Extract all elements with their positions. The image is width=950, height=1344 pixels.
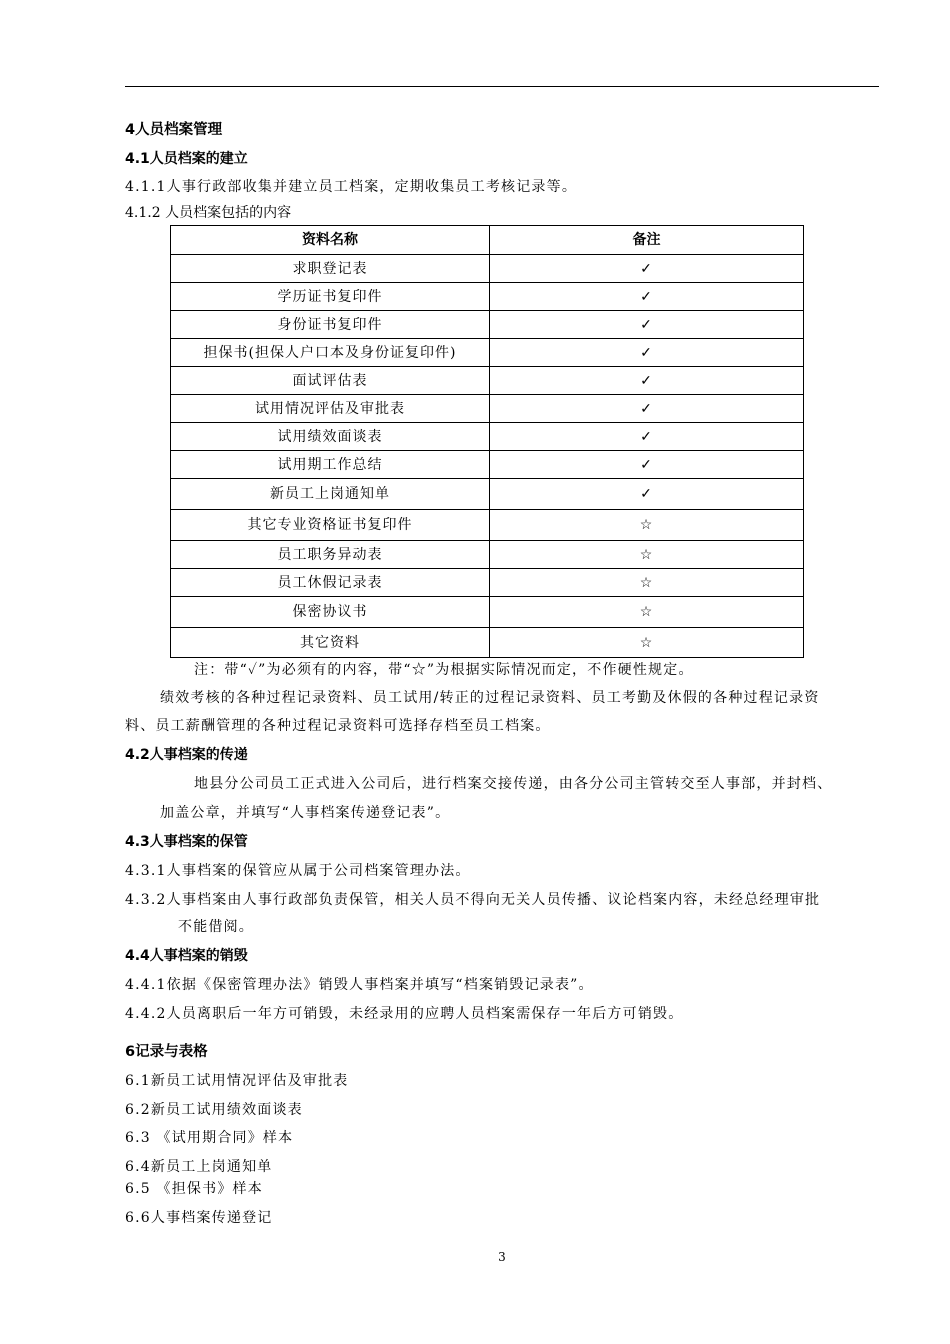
page-number: 3: [498, 1250, 506, 1264]
cell-file-name: 学历证书复印件: [171, 283, 490, 311]
table-row: [171, 423, 804, 451]
cell-remark: ☆: [490, 628, 804, 658]
cell-file-name: 身份证书复印件: [171, 311, 490, 339]
cell-remark: ✓: [490, 423, 804, 451]
cell-remark: ✓: [490, 367, 804, 395]
cell-remark: ✓: [490, 451, 804, 479]
cell-remark: ✓: [490, 255, 804, 283]
paragraph-4-3-1: 4.3.1人事档案的保管应从属于公司档案管理办法。: [125, 863, 471, 879]
cell-remark: ✓: [490, 311, 804, 339]
cell-file-name: 求职登记表: [171, 255, 490, 283]
table-row: [171, 255, 804, 283]
table-row: [171, 597, 804, 628]
paragraph-4-2-line-1: 地县分公司员工正式进入公司后，进行档案交接传递，由各分公司主管转交至人事部，并封档、: [194, 776, 833, 792]
cell-file-name: 员工职务异动表: [171, 541, 490, 569]
record-item: 6.3 《试用期合同》样本: [125, 1130, 294, 1146]
table-row: [171, 541, 804, 569]
cell-remark: ☆: [490, 569, 804, 597]
cell-remark: ☆: [490, 541, 804, 569]
section-4-2-title: 4.2人事档案的传递: [125, 747, 248, 763]
cell-file-name: 试用绩效面谈表: [171, 423, 490, 451]
record-item: 6.4新员工上岗通知单: [125, 1159, 273, 1175]
paragraph-4-1-1: 4.1.1人事行政部收集并建立员工档案，定期收集员工考核记录等。: [125, 179, 578, 195]
table-row: [171, 569, 804, 597]
table-header-row: [171, 226, 804, 255]
section-4-4-title: 4.4人事档案的销毁: [125, 948, 248, 964]
cell-remark: ✓: [490, 339, 804, 367]
paragraph-4-2-line-2: 加盖公章，并填写“人事档案传递登记表”。: [160, 805, 451, 821]
paragraph-4-3-2-line-2: 不能借阅。: [178, 919, 254, 935]
cell-file-name: 新员工上岗通知单: [171, 479, 490, 510]
paragraph-4-3-2-line-1: 4.3.2人事档案由人事行政部负责保管，相关人员不得向无关人员传播、议论档案内容，未经总经理审批: [125, 892, 821, 908]
table-row: [171, 367, 804, 395]
cell-file-name: 保密协议书: [171, 597, 490, 628]
cell-remark: ✓: [490, 395, 804, 423]
paragraph-records-line-1: 绩效考核的各种过程记录资料、员工试用/转正的过程记录资料、员工考勤及休假的各种过程记录资: [160, 690, 820, 706]
table-row: [171, 283, 804, 311]
section-4-3-title: 4.3人事档案的保管: [125, 834, 248, 850]
record-item: 6.1新员工试用情况评估及审批表: [125, 1073, 349, 1089]
cell-file-name: 其它专业资格证书复印件: [171, 510, 490, 541]
cell-file-name: 试用期工作总结: [171, 451, 490, 479]
cell-file-name: 面试评估表: [171, 367, 490, 395]
table-row: [171, 311, 804, 339]
archive-contents-table: [170, 225, 804, 658]
cell-file-name: 其它资料: [171, 628, 490, 658]
cell-remark: ✓: [490, 283, 804, 311]
header-file-name: 资料名称: [171, 226, 490, 255]
cell-remark: ☆: [490, 510, 804, 541]
header-remark: 备注: [490, 226, 804, 255]
section-6-title: 6记录与表格: [125, 1044, 208, 1060]
table-row: [171, 395, 804, 423]
record-item: 6.2新员工试用绩效面谈表: [125, 1102, 303, 1118]
header-rule: [125, 86, 879, 87]
table-row: [171, 628, 804, 658]
table-row: [171, 510, 804, 541]
table-row: [171, 479, 804, 510]
section-4-title: 4人员档案管理: [125, 122, 223, 138]
cell-remark: ☆: [490, 597, 804, 628]
cell-file-name: 担保书(担保人户口本及身份证复印件): [171, 339, 490, 367]
table-note: 注：带“✓”为必须有的内容，带“☆”为根据实际情况而定，不作硬性规定。: [194, 662, 694, 678]
paragraph-4-4-2: 4.4.2人员离职后一年方可销毁，未经录用的应聘人员档案需保存一年后方可销毁。: [125, 1006, 684, 1022]
paragraph-records-line-2: 料、员工薪酬管理的各种过程记录资料可选择存档至员工档案。: [125, 718, 551, 734]
table-row: [171, 339, 804, 367]
paragraph-4-1-2: 4.1.2 人员档案包括的内容: [125, 205, 292, 221]
table-row: [171, 451, 804, 479]
record-item: 6.6人事档案传递登记: [125, 1210, 273, 1226]
cell-file-name: 试用情况评估及审批表: [171, 395, 490, 423]
cell-file-name: 员工休假记录表: [171, 569, 490, 597]
paragraph-4-4-1: 4.4.1依据《保密管理办法》销毁人事档案并填写“档案销毁记录表”。: [125, 977, 594, 993]
section-4-1-title: 4.1人员档案的建立: [125, 151, 248, 167]
record-item: 6.5 《担保书》样本: [125, 1181, 263, 1197]
cell-remark: ✓: [490, 479, 804, 510]
